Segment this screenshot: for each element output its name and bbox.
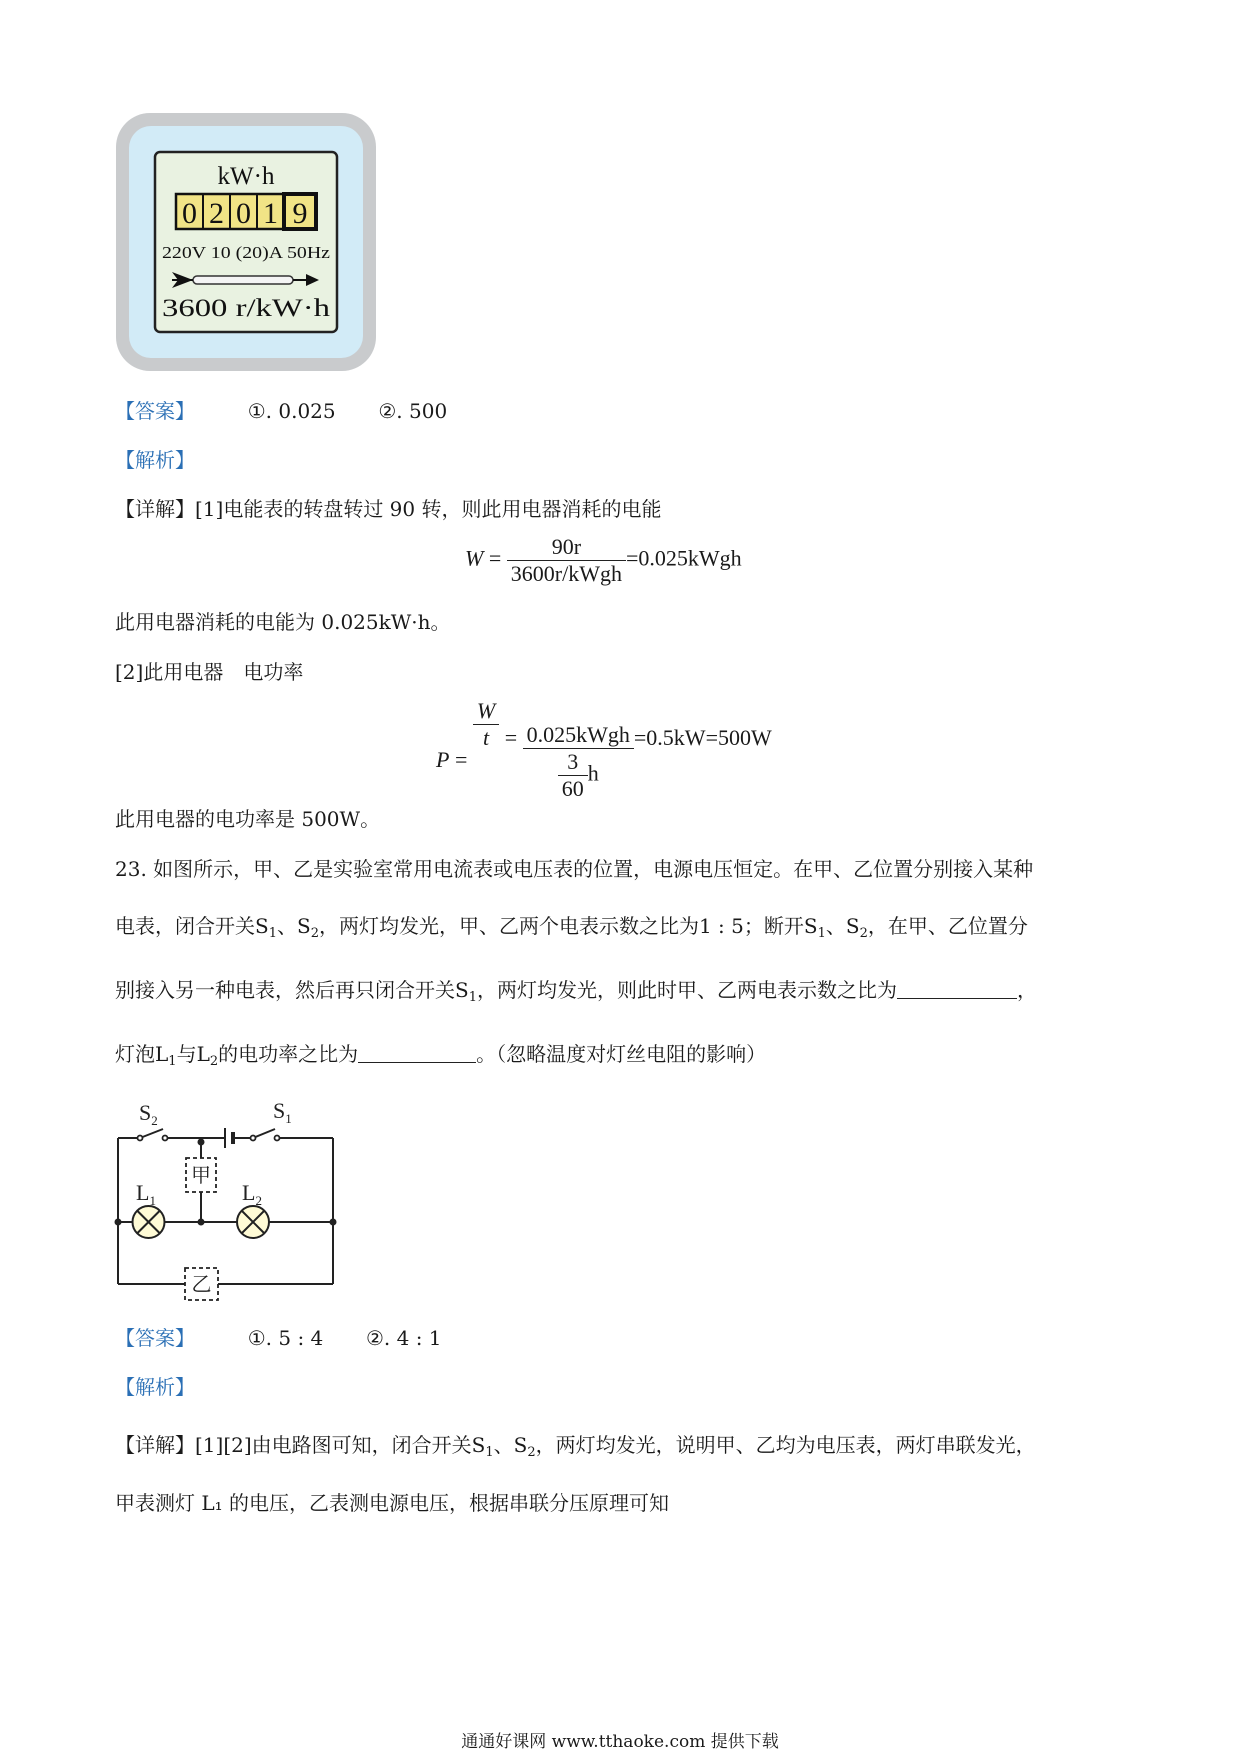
q22-analysis-tag: 【解析】 <box>115 448 195 472</box>
label-s2: $S_2$ <box>139 1100 158 1128</box>
formula2-f2-numerator: 0.025kWgh <box>523 722 634 749</box>
detail-tag: 【详解】 <box>115 1433 195 1457</box>
formula2-time-numerator: 3 <box>558 749 588 776</box>
switch-s1-blade <box>253 1129 275 1138</box>
q22-answer-1: ①. 0.025 <box>247 399 336 423</box>
meter-digit-4: 1 <box>263 197 278 230</box>
page-footer[interactable]: 通通好课网 www.tthaoke.com 提供下载 <box>461 1732 779 1752</box>
label-l1: $L_1$ <box>136 1180 156 1208</box>
q22-answer-line <box>115 397 447 425</box>
formula-energy <box>465 534 742 587</box>
q23-answer-line <box>115 1324 442 1352</box>
q22-power-line: 此用电器的电功率是 500W。 <box>115 807 381 831</box>
formula2-rhs: =0.5kW=500W <box>633 725 772 750</box>
answer-blank-2[interactable] <box>358 1042 476 1063</box>
formula2-f1-denominator: t <box>482 725 490 750</box>
formula2-lhs: P <box>436 747 450 772</box>
formula2-time-fraction <box>558 749 588 802</box>
formula2-f1-numerator: W <box>473 698 499 725</box>
q23-answer-2: ②. 4 : 1 <box>365 1326 442 1350</box>
meter-unit: kW·h <box>217 163 275 190</box>
formula1-numerator: 90r <box>507 534 626 561</box>
answer-tag: 【答案】 <box>115 399 195 423</box>
junction-middle <box>198 1219 205 1226</box>
label-jia: 甲 <box>191 1165 211 1187</box>
label-s1: $S_1$ <box>273 1098 292 1126</box>
formula2-eq2: = <box>504 725 518 750</box>
q23-analysis-tag: 【解析】 <box>115 1375 195 1399</box>
q22-detail-text-1: [1]电能表的转盘转过 90 转，则此用电器消耗的电能 <box>195 497 662 521</box>
circuit-diagram <box>105 1098 345 1318</box>
formula1-eq: = <box>488 545 502 571</box>
formula1-denominator: 3600r/kWgh <box>510 561 622 586</box>
meter-digit-5: 9 <box>292 197 308 230</box>
formula1-rhs: =0.025kWgh <box>625 545 742 571</box>
q22-energy-line: 此用电器消耗的电能为 0.025kW·h。 <box>115 610 451 634</box>
meter-digit-1: 0 <box>182 197 197 230</box>
q23-detail-line-1: 【详解】[1][2]由电路图可知，闭合开关$S_1$、$S_2$，两灯均发光，说明甲、乙均为电压表，两灯串联发光， <box>115 1433 1036 1460</box>
q22-detail-line-1 <box>115 495 662 523</box>
detail-tag: 【详解】 <box>115 497 195 521</box>
meter-digit-2: 2 <box>209 197 224 230</box>
label-yi: 乙 <box>191 1274 212 1296</box>
answer-tag: 【答案】 <box>115 1326 195 1350</box>
lamp-l1-icon <box>133 1206 165 1238</box>
q23-answer-1: ①. 5 : 4 <box>247 1326 324 1350</box>
q22-answer-2: ②. 500 <box>378 399 448 423</box>
q23-detail-line-2: 甲表测灯 L₁ 的电压，乙表测电源电压，根据串联分压原理可知 <box>115 1491 670 1515</box>
junction-right <box>330 1219 337 1226</box>
formula-power <box>436 698 772 802</box>
meter-constant: 3600 r/kW·h <box>162 295 331 322</box>
electric-meter-figure <box>115 112 377 372</box>
q23-line-3: 别接入另一种电表，然后再只闭合开关$S_1$，两灯均发光，则此时甲、乙两电表示数之比为 ， <box>115 978 1037 1005</box>
meter-ratings: 220V 10 (20)A 50Hz <box>162 243 331 262</box>
junction-left <box>115 1219 122 1226</box>
answer-blank-1[interactable] <box>897 978 1017 999</box>
meter-digit-3: 0 <box>236 197 251 230</box>
formula2-time-denominator: 60 <box>561 775 584 801</box>
q22-detail-line-2: [2]此用电器 电功率 <box>115 660 304 684</box>
label-l2: $L_2$ <box>242 1180 262 1208</box>
formula1-fraction <box>507 534 626 587</box>
q23-line-1: 23. 如图所示，甲、乙是实验室常用电流表或电压表的位置，电源电压恒定。在甲、乙位置分别接入某种 <box>115 857 1034 881</box>
formula2-f2-denominator <box>523 749 634 802</box>
formula2-eq1: = <box>454 747 468 772</box>
formula1-lhs: W <box>465 545 484 571</box>
formula2-time-unit: h <box>587 760 599 786</box>
formula2-fraction-value <box>523 722 634 802</box>
lamp-l2-icon <box>237 1206 269 1238</box>
formula2-fraction-w-t <box>473 698 499 751</box>
q23-line-2: 电表，闭合开关$S_1$、$S_2$，两灯均发光，甲、乙两个电表示数之比为1 : 5；断开$S_1$、$S_2$，在甲、乙位置分 <box>115 914 1028 941</box>
q23-line-4: 灯泡$L_1$与$L_2$的电功率之比为 。（忽略温度对灯丝电阻的影响） <box>115 1042 767 1069</box>
switch-s2-blade <box>140 1129 163 1138</box>
